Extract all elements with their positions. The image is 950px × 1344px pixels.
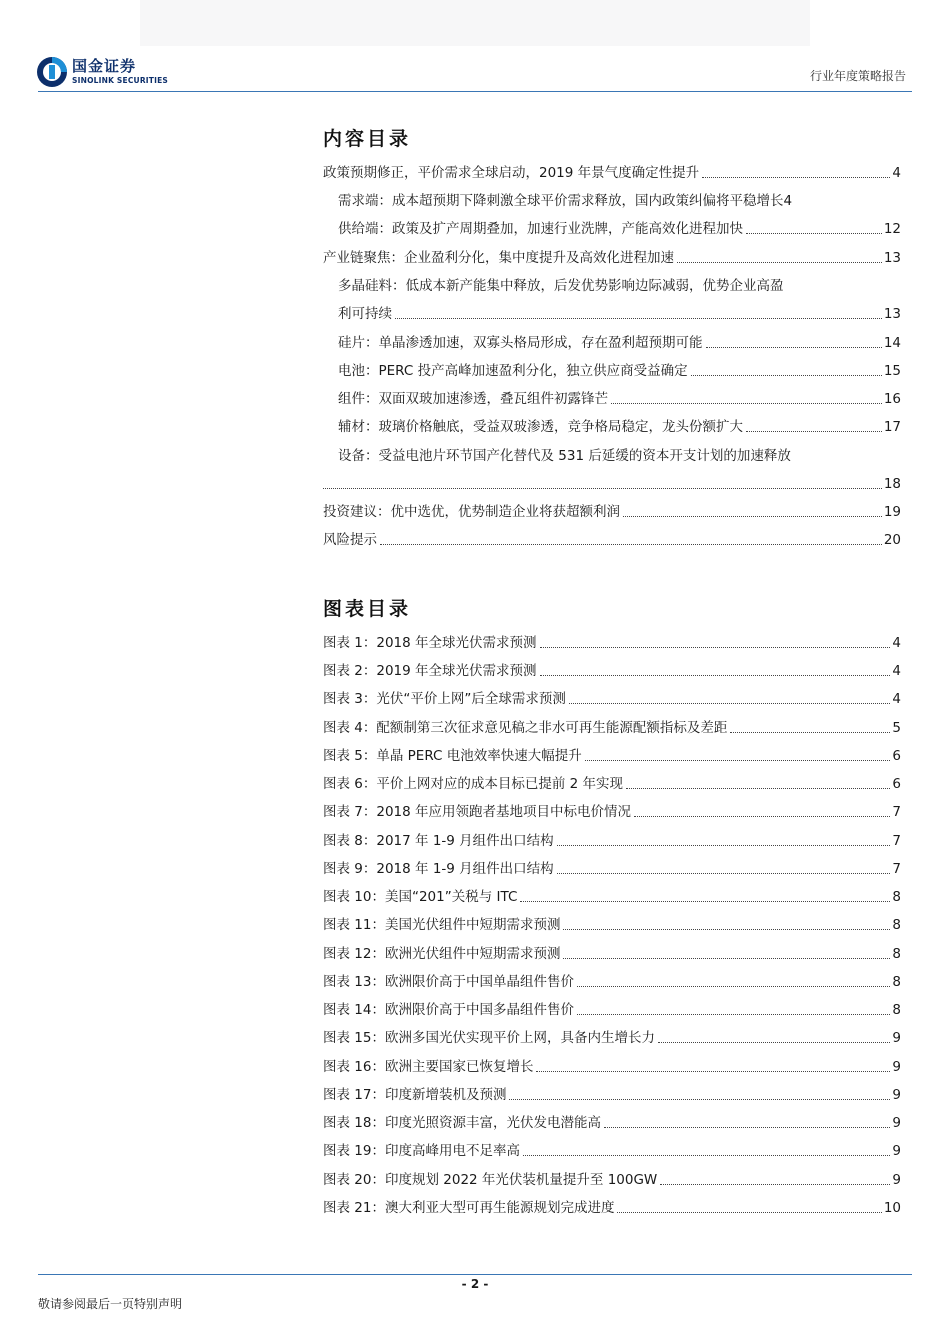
figure-entry[interactable]: 图表 13：欧洲限价高于中国单晶组件售价 8 [323,974,901,990]
content-toc-title: 内容目录 [323,128,412,150]
toc-entry[interactable]: 18 [323,475,901,493]
toc-entry-line1[interactable]: 多晶硅料：低成本新产能集中释放，后发优势影响边际减弱，优势企业高盈 [338,278,784,294]
toc-entry[interactable]: 需求端：成本超预期下降刺激全球平价需求释放，国内政策纠偏将平稳增长 4 [338,193,793,209]
figure-entry[interactable]: 图表 18：印度光照资源丰富，光伏发电潜能高 9 [323,1115,901,1131]
figure-entry[interactable]: 图表 17：印度新增装机及预测 9 [323,1087,901,1103]
toc-entry[interactable]: 供给端：政策及扩产周期叠加，加速行业洗牌，产能高效化进程加快 12 [338,221,901,237]
toc-entry[interactable]: 产业链聚焦：企业盈利分化，集中度提升及高效化进程加速 13 [323,250,901,266]
figure-entry[interactable]: 图表 19：印度高峰用电不足率高 9 [323,1143,901,1159]
toc-entry[interactable]: 组件：双面双玻加速渗透，叠瓦组件初露锋芒 16 [338,391,901,407]
report-type: 行业年度策略报告 [809,69,906,83]
figure-entry[interactable]: 图表 3：光伏“平价上网”后全球需求预测 4 [323,691,901,707]
figure-entry[interactable]: 图表 12：欧洲光伏组件中短期需求预测 8 [323,946,901,962]
page-number: - 2 - [461,1277,489,1291]
figure-entry[interactable]: 图表 7：2018 年应用领跑者基地项目中标电价情况 7 [323,804,901,820]
footer-disclaimer: 敬请参阅最后一页特别声明 [38,1297,183,1311]
toc-entry[interactable]: 电池：PERC 投产高峰加速盈利分化，独立供应商受益确定 15 [338,363,901,379]
figure-entry[interactable]: 图表 20：印度规划 2022 年光伏装机量提升至 100GW 9 [323,1172,901,1188]
logo-icon [36,56,68,88]
company-logo [36,54,168,90]
toc-entry[interactable]: 辅材：玻璃价格触底，受益双玻渗透，竞争格局稳定，龙头份额扩大 17 [338,419,901,435]
figure-entry[interactable]: 图表 21：澳大利亚大型可再生能源规划完成进度 10 [323,1200,901,1216]
figure-entry[interactable]: 图表 2：2019 年全球光伏需求预测 4 [323,663,901,679]
figure-entry[interactable]: 图表 10：美国“201”关税与 ITC 8 [323,889,901,905]
toc-entry[interactable]: 风险提示 20 [323,532,901,548]
figure-entry[interactable]: 图表 1：2018 年全球光伏需求预测 4 [323,635,901,651]
toc-entry[interactable]: 硅片：单晶渗透加速，双寡头格局形成，存在盈利超预期可能 14 [338,335,901,351]
figure-entry[interactable]: 图表 8：2017 年 1-9 月组件出口结构 7 [323,833,901,849]
footer-divider [38,1274,912,1275]
toc-entry[interactable]: 利可持续 13 [338,306,901,322]
figure-entry[interactable]: 图表 11：美国光伏组件中短期需求预测 8 [323,917,901,933]
figure-entry[interactable]: 图表 6：平价上网对应的成本目标已提前 2 年实现 6 [323,776,901,792]
logo-name-en: SINOLINK SECURITIES [72,76,169,86]
toc-entry-line1[interactable]: 设备：受益电池片环节国产化替代及 531 后延缓的资本开支计划的加速释放 [338,448,791,464]
toc-entry[interactable]: 政策预期修正，平价需求全球启动，2019 年景气度确定性提升 4 [323,165,901,181]
logo-name-cn: 国金证券 [72,57,137,76]
figure-entry[interactable]: 图表 9：2018 年 1-9 月组件出口结构 7 [323,861,901,877]
figure-entry[interactable]: 图表 16：欧洲主要国家已恢复增长 9 [323,1059,901,1075]
figure-entry[interactable]: 图表 15：欧洲多国光伏实现平价上网，具备内生增长力 9 [323,1030,901,1046]
toc-entry[interactable]: 投资建议：优中选优，优势制造企业将获超额利润 19 [323,504,901,520]
figure-toc-title: 图表目录 [323,598,412,620]
figure-entry[interactable]: 图表 5：单晶 PERC 电池效率快速大幅提升 6 [323,748,901,764]
figure-entry[interactable]: 图表 4：配额制第三次征求意见稿之非水可再生能源配额指标及差距 5 [323,720,901,736]
figure-entry[interactable]: 图表 14：欧洲限价高于中国多晶组件售价 8 [323,1002,901,1018]
header-divider [38,91,912,92]
top-band [140,0,810,46]
